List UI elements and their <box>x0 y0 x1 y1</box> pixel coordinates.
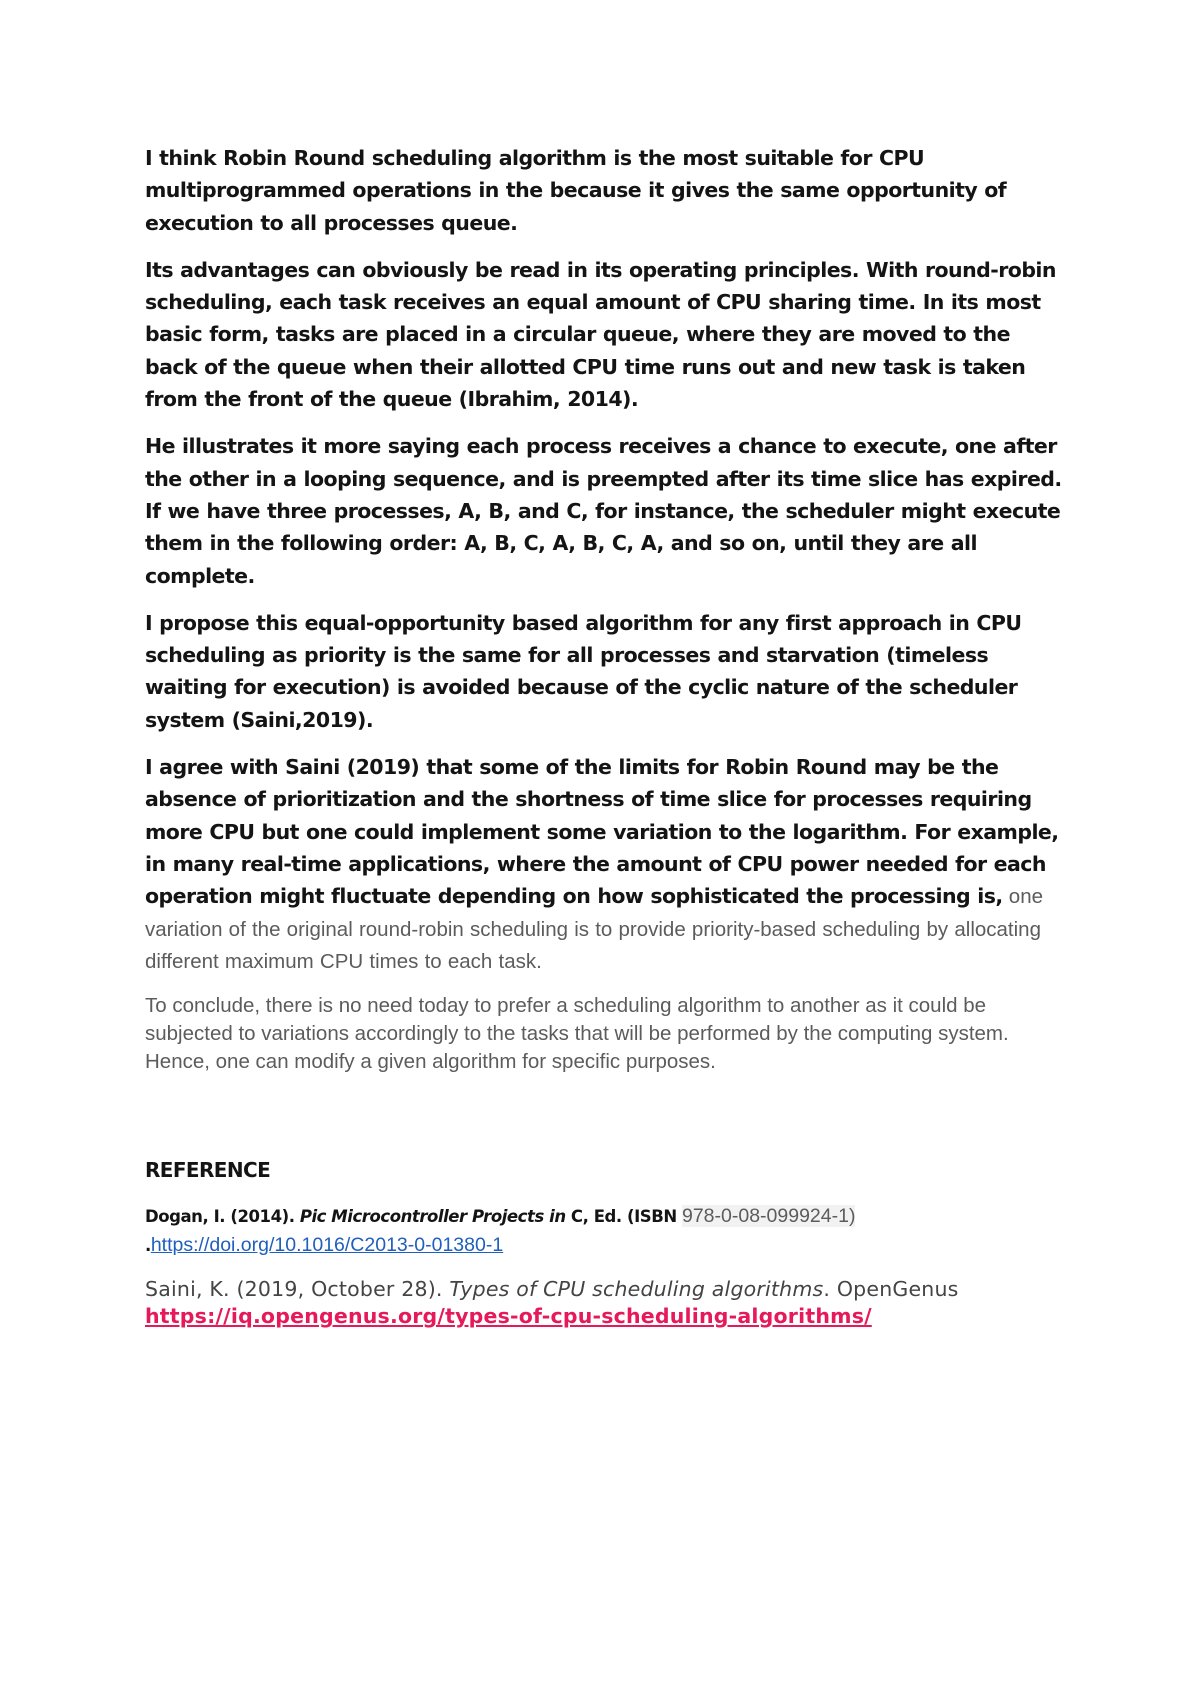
reference-saini-title: Types of CPU scheduling algorithms <box>449 1277 824 1302</box>
paragraph-advantages: Its advantages can obviously be read in its operating principles. With round-robin scheduling, each task receives an equal amount of CPU sharing time. In its most basic form, tasks are placed in a circular queue, where they are moved to the back of the queue when their allotted CPU time runs out and new task is taken from the front of the queue (Ibrahim, 2014). <box>145 257 1056 412</box>
reference-heading: REFERENCE <box>145 1158 271 1183</box>
reference-saini-author: Saini, K. (2019, October 28). <box>145 1277 450 1302</box>
document-body <box>145 142 1065 1330</box>
reference-dogan-title: Pic Microcontroller Projects in <box>299 1207 566 1227</box>
reference-entry-saini <box>145 1276 1065 1330</box>
reference-dogan-edition: C, Ed. (ISBN <box>565 1207 682 1227</box>
reference-dogan-author: Dogan, I. (2014). <box>145 1207 300 1227</box>
reference-saini-link[interactable]: https://iq.opengenus.org/types-of-cpu-scheduling-algorithms/ <box>145 1304 872 1329</box>
paragraph-intro: I think Robin Round scheduling algorithm is the most suitable for CPU multiprogrammed operations in the because it gives the same opportunity of execution to all processes queue. <box>145 146 1007 235</box>
paragraph-limits <box>145 751 1065 977</box>
reference-dogan-isbn: 978-0-08-099924-1) <box>681 1205 856 1228</box>
paragraph-illustration: He illustrates it more saying each process receives a chance to execute, one after the other in a looping sequence, and is preempted after its time slice has expired. If we have three processes, A, B, and C, for instance, the scheduler might execute them in the following order: A, B, C, A, B, C, A, and so on, until they are all complete. <box>145 434 1062 588</box>
reference-dogan-separator: . <box>145 1236 151 1256</box>
reference-dogan-doi-link[interactable]: https://doi.org/10.1016/C2013-0-01380-1 <box>150 1234 504 1257</box>
paragraph-limits-plain: one variation of the original round-robin scheduling is to provide priority-based scheduling by allocating different maximum CPU times to each task. <box>145 885 1043 973</box>
paragraph-limits-bold: I agree with Saini (2019) that some of the limits for Robin Round may be the absence of prioritization and the shortness of time slice for processes requiring more CPU but one could implement some variation to the logarithm. For example, in many real-time applications, where the amount of CPU power needed for each operation might fluctuate depending on how sophisticated the processing is, <box>145 755 1059 909</box>
reference-entry-dogan <box>145 1202 1065 1260</box>
paragraph-proposal: I propose this equal-opportunity based algorithm for any first approach in CPU scheduling as priority is the same for all processes and starvation (timeless waiting for execution) is avoided because of the cyclic nature of the scheduler system (Saini,2019). <box>145 610 1022 732</box>
paragraph-conclusion: To conclude, there is no need today to prefer a scheduling algorithm to another as it could be subjected to variations accordingly to the tasks that will be performed by the computing system. Hence, one can modify a given algorithm for specific purposes. <box>145 994 1009 1074</box>
reference-saini-publisher: . OpenGenus <box>823 1277 959 1302</box>
